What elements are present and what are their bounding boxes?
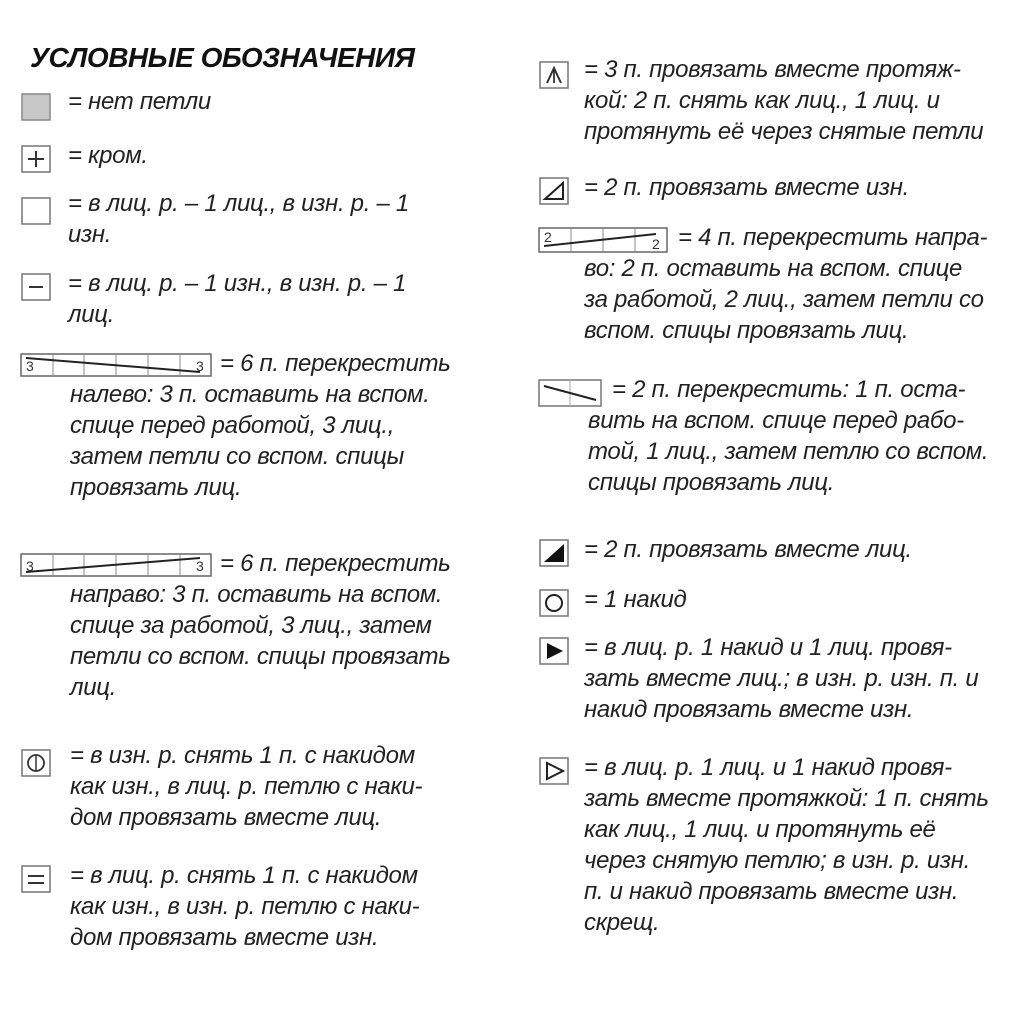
p2tog-icon — [538, 176, 572, 206]
legend-line: лиц. — [68, 301, 115, 328]
legend-entry — [538, 54, 1018, 147]
legend-entry — [20, 548, 500, 703]
legend-line: вить на вспом. спице перед рабо- — [588, 407, 964, 434]
legend-line: как изн., в лиц. р. петлю с наки- — [70, 773, 423, 800]
legend-line: = 4 п. перекрестить напра- — [678, 224, 988, 251]
legend-entry — [20, 188, 500, 250]
legend-line: спицы провязать лиц. — [588, 469, 835, 496]
legend-text — [68, 140, 500, 171]
legend-line: налево: 3 п. оставить на вспом. — [70, 381, 430, 408]
edge-stitch-icon — [20, 144, 54, 174]
legend-line: той, 1 лиц., затем петлю со вспом. — [588, 438, 989, 465]
legend-line: = в лиц. р. снять 1 п. с накидом — [70, 862, 418, 889]
legend-line: через снятую петлю; в изн. р. изн. — [584, 847, 970, 874]
cable-count-label: 2 — [652, 236, 660, 252]
legend-line: как изн., в изн. р. петлю с наки- — [70, 893, 420, 920]
legend-entry — [20, 140, 500, 171]
legend-line: = в изн. р. снять 1 п. с накидом — [70, 742, 415, 769]
legend-line: зать вместе лиц.; в изн. р. изн. п. и — [584, 665, 979, 692]
legend-entry — [20, 86, 500, 117]
legend-line: = 6 п. перекрестить — [220, 550, 451, 577]
legend-line: спице за работой, 3 лиц., затем — [70, 612, 432, 639]
legend-entry — [538, 222, 1018, 346]
knit-stitch-icon — [20, 196, 54, 226]
legend-line: направо: 3 п. оставить на вспом. — [70, 581, 443, 608]
legend-entry — [538, 584, 1018, 615]
legend-line: = нет петли — [68, 88, 211, 115]
legend-line: вспом. спицы провязать лиц. — [584, 317, 909, 344]
legend-line: во: 2 п. оставить на вспом. спице — [584, 255, 963, 282]
legend-line: = 3 п. провязать вместе протяж- — [584, 56, 961, 83]
legend-entry — [538, 534, 1018, 565]
legend-text — [584, 584, 1018, 615]
legend-text — [70, 740, 500, 833]
legend-line: протянуть её через снятые петли — [584, 118, 984, 145]
legend-line: = кром. — [68, 142, 148, 169]
legend-text — [68, 86, 500, 117]
legend-line: спице перед работой, 3 лиц., — [70, 412, 395, 439]
legend-line: кой: 2 п. снять как лиц., 1 лиц. и — [584, 87, 940, 114]
legend-text — [68, 268, 500, 330]
legend-line: = 2 п. провязать вместе лиц. — [584, 536, 912, 563]
cable-count-label: 3 — [196, 358, 204, 374]
legend-entry — [20, 860, 500, 953]
legend-entry — [20, 268, 500, 330]
legend-line: = в лиц. р. 1 накид и 1 лиц. провя- — [584, 634, 952, 661]
purl-stitch-icon — [20, 272, 54, 302]
legend-line: = в лиц. р. – 1 лиц., в изн. р. – 1 — [68, 190, 409, 217]
legend-text — [70, 860, 500, 953]
legend-text — [584, 752, 1018, 938]
cable-6-right-icon — [20, 552, 214, 578]
cable-6-left-icon — [20, 352, 214, 378]
cable-4-right-icon — [538, 226, 670, 254]
legend-line: п. и накид провязать вместе изн. — [584, 878, 959, 905]
legend-text — [584, 632, 1018, 725]
slip-yo-knit-icon — [20, 748, 54, 778]
legend-text — [68, 188, 500, 250]
cable-count-label: 3 — [26, 358, 34, 374]
legend-line: = 6 п. перекрестить — [220, 350, 451, 377]
legend-line: дом провязать вместе лиц. — [70, 804, 382, 831]
legend-entry — [538, 752, 1018, 938]
legend-text — [584, 172, 1018, 203]
legend-entry — [538, 374, 1018, 498]
page-title: УСЛОВНЫЕ ОБОЗНАЧЕНИЯ — [30, 42, 415, 73]
cable-count-label: 3 — [196, 558, 204, 574]
legend-line: = в лиц. р. 1 лиц. и 1 накид провя- — [584, 754, 952, 781]
legend-line: изн. — [68, 221, 112, 248]
cable-count-label: 3 — [26, 558, 34, 574]
legend-line: за работой, 2 лиц., затем петли со — [584, 286, 984, 313]
legend-line: петли со вспом. спицы провязать — [70, 643, 451, 670]
legend-text — [584, 54, 1018, 147]
slip-yo-purl-icon — [20, 864, 54, 894]
legend-line: дом провязать вместе изн. — [70, 924, 379, 951]
yarn-over-icon — [538, 588, 572, 618]
legend-entry — [538, 632, 1018, 725]
legend-entry — [20, 348, 500, 503]
legend-line: зать вместе протяжкой: 1 п. снять — [584, 785, 989, 812]
cross-2-icon — [538, 378, 604, 408]
yo-k2tog-icon — [538, 636, 572, 666]
legend-line: = 2 п. провязать вместе изн. — [584, 174, 909, 201]
sk2p-icon — [538, 60, 572, 90]
legend-line: накид провязать вместе изн. — [584, 696, 914, 723]
legend-line: скрещ. — [584, 909, 660, 936]
legend-line: затем петли со вспом. спицы — [70, 443, 404, 470]
legend-line: = 2 п. перекрестить: 1 п. оста- — [612, 376, 966, 403]
legend-line: как лиц., 1 лиц. и протянуть её — [584, 816, 936, 843]
legend-text — [588, 374, 1018, 498]
cable-count-label: 2 — [544, 229, 552, 245]
k2tog-icon — [538, 538, 572, 568]
legend-line: провязать лиц. — [70, 474, 242, 501]
legend-entry — [20, 740, 500, 833]
legend-text — [584, 534, 1018, 565]
k-yo-ssk-icon — [538, 756, 572, 786]
legend-line: = 1 накид — [584, 586, 687, 613]
legend-line: = в лиц. р. – 1 изн., в изн. р. – 1 — [68, 270, 407, 297]
legend-line: лиц. — [70, 674, 117, 701]
legend-entry — [538, 172, 1018, 203]
no-stitch-icon — [20, 92, 54, 122]
